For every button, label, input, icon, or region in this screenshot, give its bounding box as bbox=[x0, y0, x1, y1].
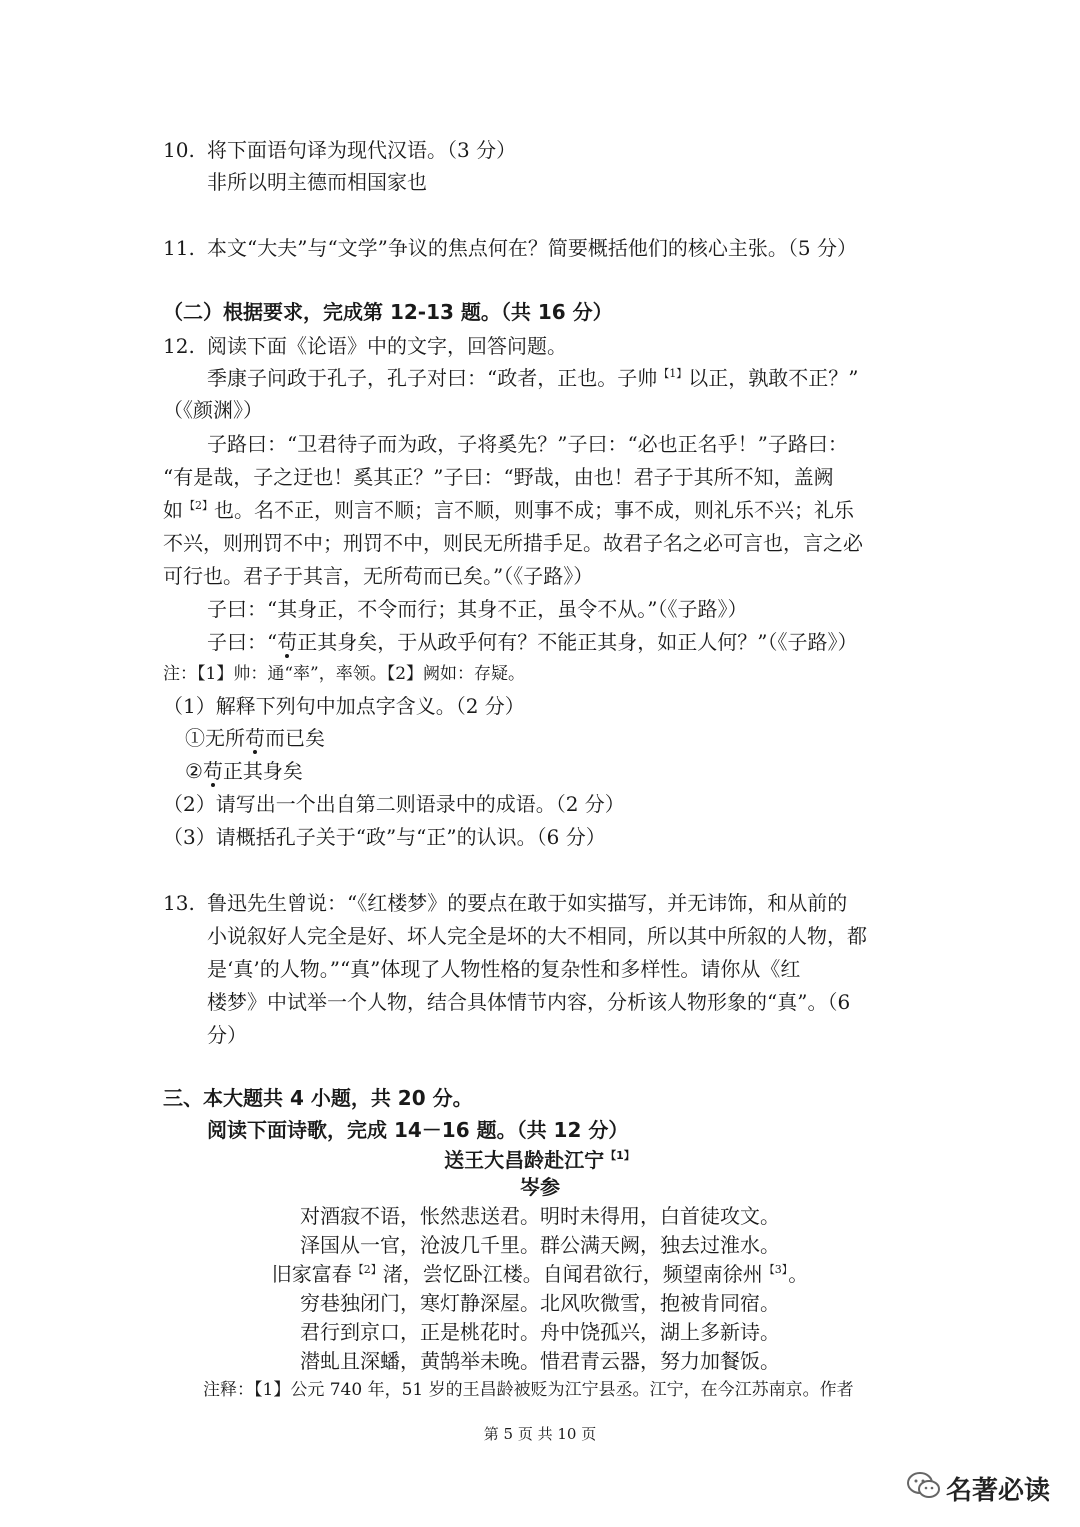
q12-passage-2-line-5: 可行也。君子于其言，无所苟而已矣。”（《子路》） bbox=[163, 564, 594, 588]
footnote-ref: 【3】 bbox=[763, 1263, 788, 1277]
poem-line-6: 潜虬且深蟠，黄鹄举未晚。惜君青云器，努力加餐饭。 bbox=[300, 1349, 780, 1373]
q12-passage-2-line-2: “有是哉，子之迂也！奚其正？”子曰：“野哉，由也！君子于其所不知，盖阙 bbox=[163, 465, 834, 489]
poem-line-3: 旧家富春$^{【2】}$渚，尝忆卧江楼。自闻君欲行，频望南徐州$^{【3】}$。 bbox=[271, 1262, 809, 1286]
q13-line-5: 分） bbox=[207, 1023, 247, 1047]
section-3-heading: 三、本大题共 4 小题，共 20 分。 bbox=[163, 1086, 473, 1110]
q12-passage-2-line-4: 不兴，则刑罚不中；刑罚不中，则民无所措手足。故君子名之必可言也，言之必 bbox=[163, 531, 863, 555]
q12-sub-2: （2）请写出一个出自第二则语录中的成语。（2 分） bbox=[163, 792, 625, 816]
q12-sub-3: （3）请概括孔子关于“政”与“正”的认识。（6 分） bbox=[163, 825, 606, 849]
q13-line-2: 小说叙好人完全是好、坏人完全是坏的大不相同，所以其中所叙的人物，都 bbox=[207, 924, 867, 948]
q12-passage-2-line-3: 如$^{【2】}$也。名不正，则言不顺；言不顺，则事不成；事不成，则礼乐不兴；礼乐 bbox=[163, 498, 854, 522]
q12-sub-1-item-2: ②苟正其身矣 bbox=[185, 759, 303, 783]
q12-passage-2-line-1: 子路曰：“卫君待子而为政，子将奚先？”子曰：“必也正名乎！”子路曰： bbox=[207, 432, 848, 456]
poem-line-2: 泽国从一官，沧波几千里。群公满天阙，独去过淮水。 bbox=[300, 1233, 780, 1257]
q12-text: 阅读下面《论语》中的文字，回答问题。 bbox=[207, 334, 567, 358]
q13-line-1: 鲁迅先生曾说：“《红楼梦》的要点在敢于如实描写，并无讳饰，和从前的 bbox=[207, 891, 848, 915]
q10-sentence: 非所以明主德而相国家也 bbox=[207, 170, 427, 194]
q12-passage-3: 子曰：“其身正，不令而行；其身不正，虽令不从。”（《子路》） bbox=[207, 597, 748, 621]
footnote-ref: 【1】 bbox=[605, 1149, 635, 1163]
q13-line-4: 楼梦》中试举一个人物，结合具体情节内容，分析该人物形象的“真”。（6 bbox=[207, 990, 851, 1014]
emphasis-char: 苟 bbox=[202, 759, 223, 783]
poem-note: 注释：【1】公元 740 年，51 岁的王昌龄被贬为江宁县丞。江宁，在今江苏南京。作者 bbox=[203, 1380, 854, 1400]
q12-passage-1: 季康子问政于孔子，孔子对曰：“政者，正也。子帅$^{【1】}$以正，孰敢不正？” bbox=[207, 366, 859, 390]
poem-author: 岑参 bbox=[520, 1175, 560, 1199]
page-number: 第 5 页 共 10 页 bbox=[483, 1425, 597, 1443]
q12-number: 12. bbox=[163, 334, 195, 358]
emphasis-char: 苟 bbox=[245, 726, 265, 750]
q13-line-3: 是‘真’的人物。”“真”体现了人物性格的复杂性和多样性。请你从《红 bbox=[207, 957, 801, 981]
poem-line-4: 穷巷独闭门，寒灯静深屋。北风吹微雪，抱被肯同宿。 bbox=[300, 1291, 780, 1315]
watermark bbox=[906, 1460, 1056, 1510]
q12-note: 注：【1】帅：通“率”，率领。【2】阙如：存疑。 bbox=[163, 664, 526, 684]
footnote-ref: 【2】 bbox=[352, 1263, 382, 1277]
poem-line-1: 对酒寂不语，怅然悲送君。明时未得用，白首徒攻文。 bbox=[300, 1204, 780, 1228]
section-3-intro: 阅读下面诗歌，完成 14－16 题。（共 12 分） bbox=[207, 1118, 629, 1142]
footnote-ref: 【2】 bbox=[184, 499, 213, 513]
q10-number: 10. bbox=[163, 138, 195, 162]
q12-sub-1-item-1: ①无所苟而已矣 bbox=[185, 726, 325, 750]
watermark-text: 名著必读 bbox=[946, 1476, 1051, 1506]
q12-passage-1-source: （《颜渊》） bbox=[163, 398, 263, 422]
poem-title: 送王大昌龄赴江宁$^{【1】}$ bbox=[444, 1148, 635, 1172]
poem-line-5: 君行到京口，正是桃花时。舟中饶孤兴，湖上多新诗。 bbox=[300, 1320, 780, 1344]
q11-number: 11. bbox=[163, 236, 195, 260]
wechat-icon bbox=[906, 1470, 942, 1502]
q12-passage-4: 子曰：“苟正其身矣，于从政乎何有？不能正其身，如正人何？”（《子路》） bbox=[207, 630, 858, 654]
q12-sub-1: （1）解释下列句中加点字含义。（2 分） bbox=[163, 694, 525, 718]
q11-text: 本文“大夫”与“文学”争议的焦点何在？简要概括他们的核心主张。（5 分） bbox=[207, 236, 857, 260]
section-2-heading: （二）根据要求，完成第 12-13 题。（共 16 分） bbox=[163, 300, 613, 324]
q13-number: 13. bbox=[163, 891, 195, 915]
q10-text: 将下面语句译为现代汉语。（3 分） bbox=[207, 138, 517, 162]
emphasis-char: 苟 bbox=[277, 630, 298, 654]
footnote-ref: 【1】 bbox=[658, 367, 688, 381]
